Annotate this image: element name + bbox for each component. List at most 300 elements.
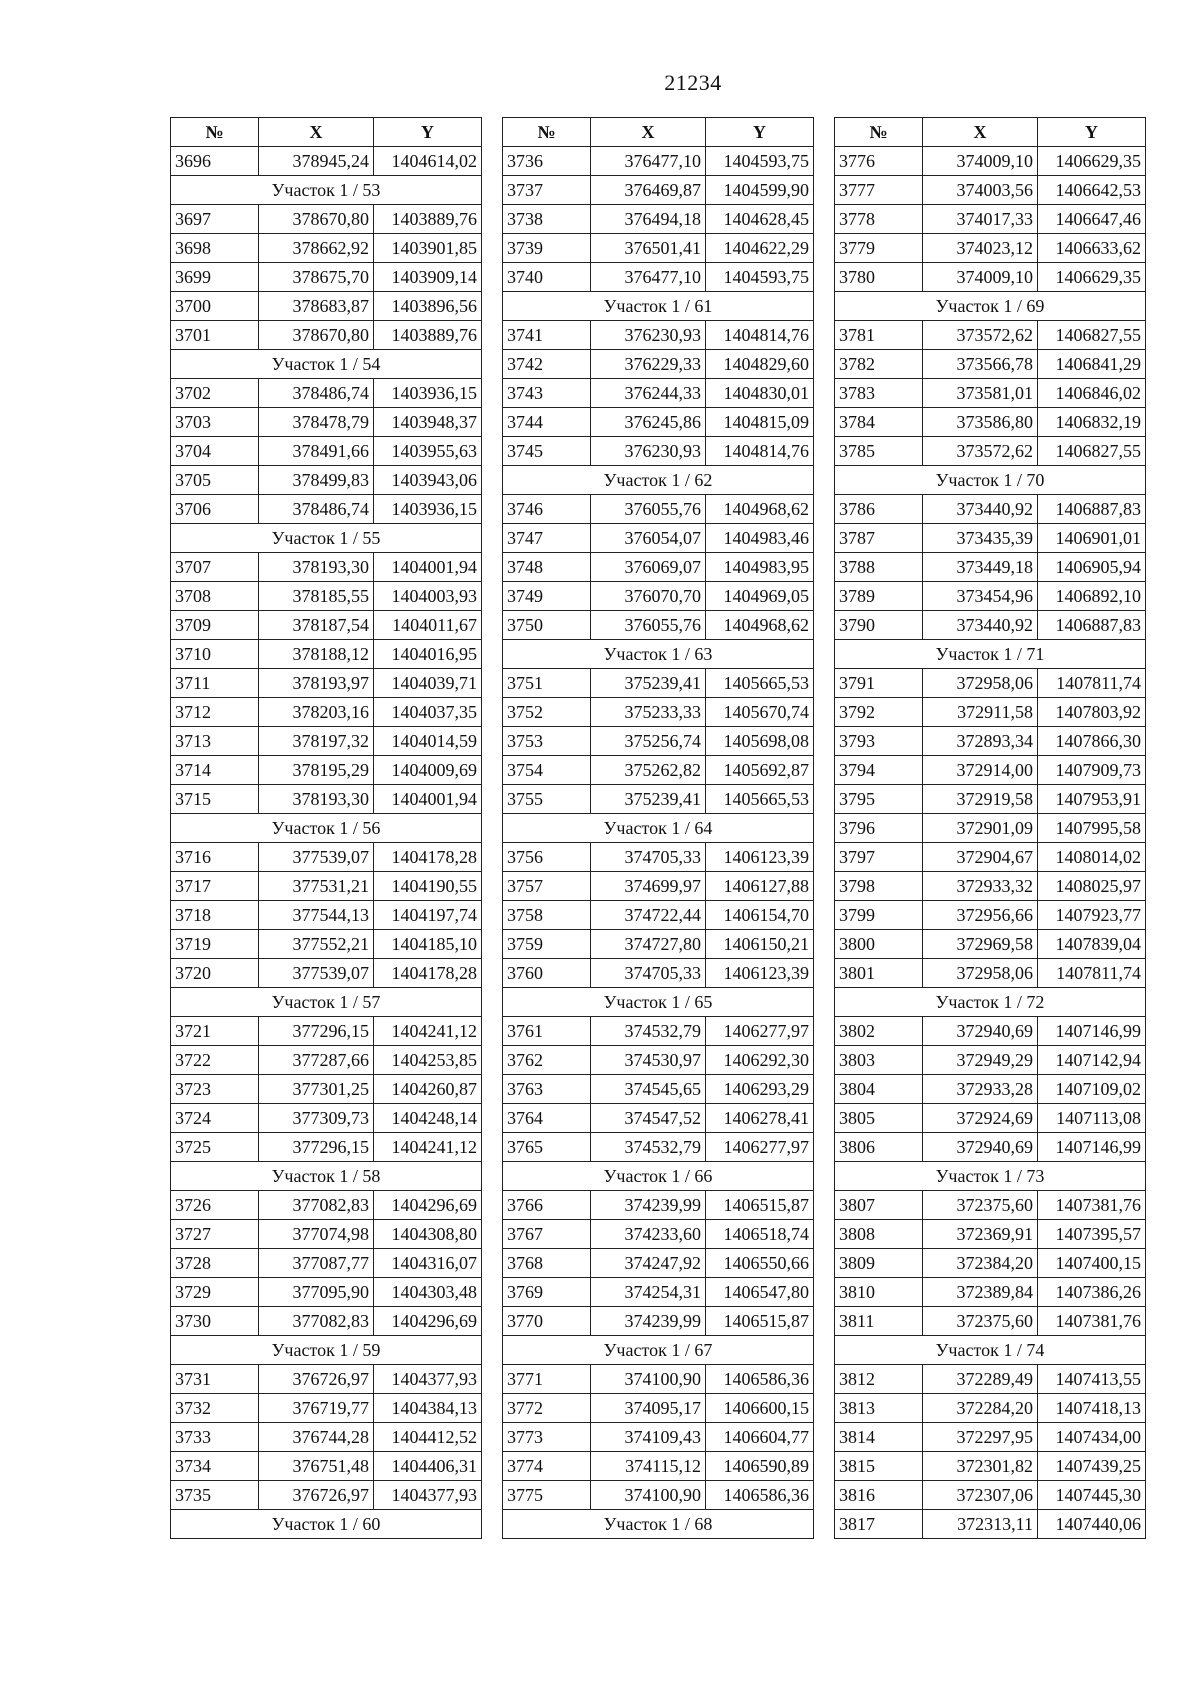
- section-header-row: [835, 1162, 1146, 1191]
- y-coordinate: 1406123,39: [706, 843, 814, 872]
- point-number: 3730: [171, 1307, 259, 1336]
- y-coordinate: 1406292,30: [706, 1046, 814, 1075]
- point-number: 3747: [503, 524, 591, 553]
- x-coordinate: 374023,12: [923, 234, 1038, 263]
- table-row: [503, 901, 814, 930]
- table-row: [835, 437, 1146, 466]
- y-coordinate: 1404829,60: [706, 350, 814, 379]
- table-row: [835, 814, 1146, 843]
- x-coordinate: 378499,83: [259, 466, 374, 495]
- point-number: 3764: [503, 1104, 591, 1133]
- y-coordinate: 1404178,28: [374, 843, 482, 872]
- header-y: Y: [1038, 118, 1146, 147]
- x-coordinate: 374545,65: [591, 1075, 706, 1104]
- y-coordinate: 1404011,67: [374, 611, 482, 640]
- y-coordinate: 1407439,25: [1038, 1452, 1146, 1481]
- x-coordinate: 373566,78: [923, 350, 1038, 379]
- table-row: [171, 698, 482, 727]
- point-number: 3768: [503, 1249, 591, 1278]
- point-number: 3774: [503, 1452, 591, 1481]
- y-coordinate: 1406604,77: [706, 1423, 814, 1452]
- y-coordinate: 1406901,01: [1038, 524, 1146, 553]
- table-row: [171, 756, 482, 785]
- y-coordinate: 1406586,36: [706, 1365, 814, 1394]
- y-coordinate: 1404969,05: [706, 582, 814, 611]
- point-number: 3782: [835, 350, 923, 379]
- table-row: [171, 1249, 482, 1278]
- point-number: 3722: [171, 1046, 259, 1075]
- y-coordinate: 1407381,76: [1038, 1191, 1146, 1220]
- table-row: [503, 205, 814, 234]
- x-coordinate: 378188,12: [259, 640, 374, 669]
- x-coordinate: 374705,33: [591, 843, 706, 872]
- section-title: Участок 1 / 64: [503, 814, 814, 843]
- x-coordinate: 372933,28: [923, 1075, 1038, 1104]
- table-row: [503, 872, 814, 901]
- x-coordinate: 378187,54: [259, 611, 374, 640]
- y-coordinate: 1406127,88: [706, 872, 814, 901]
- x-coordinate: 372384,20: [923, 1249, 1038, 1278]
- table-row: [503, 321, 814, 350]
- x-coordinate: 376494,18: [591, 205, 706, 234]
- x-coordinate: 374017,33: [923, 205, 1038, 234]
- table-row: [835, 524, 1146, 553]
- section-header-row: [171, 350, 482, 379]
- point-number: 3781: [835, 321, 923, 350]
- point-number: 3699: [171, 263, 259, 292]
- table-row: [171, 292, 482, 321]
- y-coordinate: 1404830,01: [706, 379, 814, 408]
- section-title: Участок 1 / 65: [503, 988, 814, 1017]
- y-coordinate: 1404593,75: [706, 147, 814, 176]
- section-header-row: [171, 524, 482, 553]
- table-row: [503, 1423, 814, 1452]
- table-row: [171, 843, 482, 872]
- y-coordinate: 1404016,95: [374, 640, 482, 669]
- point-number: 3784: [835, 408, 923, 437]
- point-number: 3810: [835, 1278, 923, 1307]
- y-coordinate: 1407418,13: [1038, 1394, 1146, 1423]
- table-row: [171, 379, 482, 408]
- section-title: Участок 1 / 57: [171, 988, 482, 1017]
- x-coordinate: 374532,79: [591, 1133, 706, 1162]
- x-coordinate: 375256,74: [591, 727, 706, 756]
- table-row: [171, 553, 482, 582]
- point-number: 3813: [835, 1394, 923, 1423]
- y-coordinate: 1408025,97: [1038, 872, 1146, 901]
- table-row: [835, 1394, 1146, 1423]
- point-number: 3800: [835, 930, 923, 959]
- y-coordinate: 1404248,14: [374, 1104, 482, 1133]
- x-coordinate: 377095,90: [259, 1278, 374, 1307]
- y-coordinate: 1406293,29: [706, 1075, 814, 1104]
- x-coordinate: 372369,91: [923, 1220, 1038, 1249]
- point-number: 3743: [503, 379, 591, 408]
- point-number: 3785: [835, 437, 923, 466]
- x-coordinate: 372375,60: [923, 1307, 1038, 1336]
- x-coordinate: 372904,67: [923, 843, 1038, 872]
- table-row: [503, 611, 814, 640]
- x-coordinate: 376055,76: [591, 611, 706, 640]
- x-coordinate: 377087,77: [259, 1249, 374, 1278]
- table-row: [503, 176, 814, 205]
- x-coordinate: 378491,66: [259, 437, 374, 466]
- y-coordinate: 1404815,09: [706, 408, 814, 437]
- y-coordinate: 1403943,06: [374, 466, 482, 495]
- x-coordinate: 374239,99: [591, 1307, 706, 1336]
- header-y: Y: [374, 118, 482, 147]
- point-number: 3766: [503, 1191, 591, 1220]
- point-number: 3751: [503, 669, 591, 698]
- x-coordinate: 372297,95: [923, 1423, 1038, 1452]
- point-number: 3803: [835, 1046, 923, 1075]
- x-coordinate: 373581,01: [923, 379, 1038, 408]
- table-row: [835, 1249, 1146, 1278]
- table-row: [171, 1452, 482, 1481]
- y-coordinate: 1406832,19: [1038, 408, 1146, 437]
- x-coordinate: 374003,56: [923, 176, 1038, 205]
- y-coordinate: 1406518,74: [706, 1220, 814, 1249]
- table-row: [503, 1075, 814, 1104]
- y-coordinate: 1406905,94: [1038, 553, 1146, 582]
- y-coordinate: 1407953,91: [1038, 785, 1146, 814]
- section-header-row: [171, 988, 482, 1017]
- y-coordinate: 1404377,93: [374, 1365, 482, 1394]
- y-coordinate: 1404614,02: [374, 147, 482, 176]
- point-number: 3733: [171, 1423, 259, 1452]
- x-coordinate: 372924,69: [923, 1104, 1038, 1133]
- y-coordinate: 1404014,59: [374, 727, 482, 756]
- y-coordinate: 1404814,76: [706, 437, 814, 466]
- x-coordinate: 378486,74: [259, 379, 374, 408]
- y-coordinate: 1407923,77: [1038, 901, 1146, 930]
- table-row: [835, 1191, 1146, 1220]
- table-row: [503, 727, 814, 756]
- x-coordinate: 378193,97: [259, 669, 374, 698]
- y-coordinate: 1404190,55: [374, 872, 482, 901]
- point-number: 3788: [835, 553, 923, 582]
- y-coordinate: 1403901,85: [374, 234, 482, 263]
- x-coordinate: 377301,25: [259, 1075, 374, 1104]
- x-coordinate: 373440,92: [923, 611, 1038, 640]
- point-number: 3739: [503, 234, 591, 263]
- point-number: 3736: [503, 147, 591, 176]
- point-number: 3805: [835, 1104, 923, 1133]
- x-coordinate: 374727,80: [591, 930, 706, 959]
- table-row: [835, 321, 1146, 350]
- table-row: [503, 1365, 814, 1394]
- point-number: 3814: [835, 1423, 923, 1452]
- y-coordinate: 1407909,73: [1038, 756, 1146, 785]
- table-row: [171, 901, 482, 930]
- table-row: [503, 930, 814, 959]
- x-coordinate: 378185,55: [259, 582, 374, 611]
- section-title: Участок 1 / 63: [503, 640, 814, 669]
- section-header-row: [503, 1510, 814, 1539]
- point-number: 3721: [171, 1017, 259, 1046]
- table-row: [503, 1249, 814, 1278]
- table-row: [171, 205, 482, 234]
- x-coordinate: 373440,92: [923, 495, 1038, 524]
- x-coordinate: 374722,44: [591, 901, 706, 930]
- coordinates-table-right: [834, 117, 1146, 1539]
- table-row: [503, 408, 814, 437]
- table-row: [503, 553, 814, 582]
- point-number: 3758: [503, 901, 591, 930]
- table-row: [503, 524, 814, 553]
- y-coordinate: 1404599,90: [706, 176, 814, 205]
- x-coordinate: 377082,83: [259, 1307, 374, 1336]
- table-row: [171, 1394, 482, 1423]
- y-coordinate: 1407146,99: [1038, 1017, 1146, 1046]
- x-coordinate: 372307,06: [923, 1481, 1038, 1510]
- header-number: №: [171, 118, 259, 147]
- table-row: [835, 350, 1146, 379]
- point-number: 3771: [503, 1365, 591, 1394]
- section-header-row: [503, 466, 814, 495]
- table-row: [171, 234, 482, 263]
- point-number: 3765: [503, 1133, 591, 1162]
- point-number: 3711: [171, 669, 259, 698]
- table-row: [171, 1307, 482, 1336]
- point-number: 3804: [835, 1075, 923, 1104]
- y-coordinate: 1406887,83: [1038, 611, 1146, 640]
- table-row: [503, 843, 814, 872]
- point-number: 3809: [835, 1249, 923, 1278]
- x-coordinate: 374247,92: [591, 1249, 706, 1278]
- x-coordinate: 372313,11: [923, 1510, 1038, 1539]
- table-row: [835, 698, 1146, 727]
- point-number: 3697: [171, 205, 259, 234]
- table-row: [171, 1278, 482, 1307]
- point-number: 3783: [835, 379, 923, 408]
- table-row: [171, 1017, 482, 1046]
- x-coordinate: 374239,99: [591, 1191, 706, 1220]
- section-header-row: [503, 988, 814, 1017]
- section-title: Участок 1 / 54: [171, 350, 482, 379]
- y-coordinate: 1407400,15: [1038, 1249, 1146, 1278]
- table-row: [503, 756, 814, 785]
- point-number: 3812: [835, 1365, 923, 1394]
- y-coordinate: 1404001,94: [374, 553, 482, 582]
- y-coordinate: 1406550,66: [706, 1249, 814, 1278]
- x-coordinate: 377287,66: [259, 1046, 374, 1075]
- y-coordinate: 1404241,12: [374, 1017, 482, 1046]
- y-coordinate: 1406887,83: [1038, 495, 1146, 524]
- table-row: [171, 872, 482, 901]
- header-y: Y: [706, 118, 814, 147]
- table-row: [835, 872, 1146, 901]
- y-coordinate: 1406841,29: [1038, 350, 1146, 379]
- point-number: 3752: [503, 698, 591, 727]
- point-number: 3792: [835, 698, 923, 727]
- x-coordinate: 375262,82: [591, 756, 706, 785]
- table-row: [835, 147, 1146, 176]
- y-coordinate: 1407440,06: [1038, 1510, 1146, 1539]
- header-x: X: [259, 118, 374, 147]
- y-coordinate: 1404001,94: [374, 785, 482, 814]
- section-header-row: [171, 1510, 482, 1539]
- y-coordinate: 1404253,85: [374, 1046, 482, 1075]
- y-coordinate: 1405665,53: [706, 785, 814, 814]
- header-number: №: [835, 118, 923, 147]
- point-number: 3802: [835, 1017, 923, 1046]
- point-number: 3777: [835, 176, 923, 205]
- table-row: [171, 1481, 482, 1510]
- table-row: [503, 1017, 814, 1046]
- table-row: [503, 147, 814, 176]
- table-row: [171, 321, 482, 350]
- table-row: [835, 1423, 1146, 1452]
- y-coordinate: 1406515,87: [706, 1191, 814, 1220]
- x-coordinate: 376245,86: [591, 408, 706, 437]
- y-coordinate: 1404039,71: [374, 669, 482, 698]
- y-coordinate: 1404628,45: [706, 205, 814, 234]
- y-coordinate: 1404406,31: [374, 1452, 482, 1481]
- y-coordinate: 1407386,26: [1038, 1278, 1146, 1307]
- y-coordinate: 1407146,99: [1038, 1133, 1146, 1162]
- x-coordinate: 376070,70: [591, 582, 706, 611]
- point-number: 3715: [171, 785, 259, 814]
- table-row: [835, 1133, 1146, 1162]
- section-header-row: [503, 1162, 814, 1191]
- x-coordinate: 372389,84: [923, 1278, 1038, 1307]
- y-coordinate: 1406277,97: [706, 1017, 814, 1046]
- table-body: [835, 147, 1146, 1539]
- x-coordinate: 372958,06: [923, 669, 1038, 698]
- page-number: 21234: [664, 70, 722, 95]
- table-row: [835, 234, 1146, 263]
- y-coordinate: 1403948,37: [374, 408, 482, 437]
- x-coordinate: 374547,52: [591, 1104, 706, 1133]
- x-coordinate: 376069,07: [591, 553, 706, 582]
- y-coordinate: 1404968,62: [706, 611, 814, 640]
- point-number: 3756: [503, 843, 591, 872]
- x-coordinate: 376244,33: [591, 379, 706, 408]
- section-header-row: [503, 640, 814, 669]
- point-number: 3773: [503, 1423, 591, 1452]
- point-number: 3753: [503, 727, 591, 756]
- table-row: [835, 901, 1146, 930]
- y-coordinate: 1404003,93: [374, 582, 482, 611]
- point-number: 3745: [503, 437, 591, 466]
- x-coordinate: 376744,28: [259, 1423, 374, 1452]
- x-coordinate: 372289,49: [923, 1365, 1038, 1394]
- section-header-row: [503, 814, 814, 843]
- x-coordinate: 378193,30: [259, 553, 374, 582]
- table-row: [835, 1452, 1146, 1481]
- table-row: [171, 640, 482, 669]
- x-coordinate: 378683,87: [259, 292, 374, 321]
- y-coordinate: 1406827,55: [1038, 437, 1146, 466]
- table-header-row: [171, 118, 482, 147]
- y-coordinate: 1407113,08: [1038, 1104, 1146, 1133]
- y-coordinate: 1406629,35: [1038, 263, 1146, 292]
- table-row: [171, 1423, 482, 1452]
- x-coordinate: 372958,06: [923, 959, 1038, 988]
- point-number: 3716: [171, 843, 259, 872]
- x-coordinate: 374530,97: [591, 1046, 706, 1075]
- table-row: [835, 669, 1146, 698]
- table-row: [503, 1481, 814, 1510]
- point-number: 3767: [503, 1220, 591, 1249]
- table-row: [835, 379, 1146, 408]
- point-number: 3760: [503, 959, 591, 988]
- table-row: [171, 147, 482, 176]
- section-title: Участок 1 / 58: [171, 1162, 482, 1191]
- section-title: Участок 1 / 73: [835, 1162, 1146, 1191]
- x-coordinate: 375239,41: [591, 669, 706, 698]
- section-header-row: [835, 292, 1146, 321]
- y-coordinate: 1404185,10: [374, 930, 482, 959]
- table-row: [835, 408, 1146, 437]
- section-header-row: [835, 988, 1146, 1017]
- x-coordinate: 376477,10: [591, 263, 706, 292]
- y-coordinate: 1404593,75: [706, 263, 814, 292]
- y-coordinate: 1404384,13: [374, 1394, 482, 1423]
- y-coordinate: 1405698,08: [706, 727, 814, 756]
- table-row: [835, 176, 1146, 205]
- point-number: 3769: [503, 1278, 591, 1307]
- y-coordinate: 1406642,53: [1038, 176, 1146, 205]
- table-row: [171, 1220, 482, 1249]
- point-number: 3780: [835, 263, 923, 292]
- table-row: [171, 263, 482, 292]
- x-coordinate: 376054,07: [591, 524, 706, 553]
- point-number: 3741: [503, 321, 591, 350]
- point-number: 3737: [503, 176, 591, 205]
- x-coordinate: 372901,09: [923, 814, 1038, 843]
- table-row: [835, 553, 1146, 582]
- point-number: 3807: [835, 1191, 923, 1220]
- point-number: 3698: [171, 234, 259, 263]
- table-row: [171, 582, 482, 611]
- section-title: Участок 1 / 69: [835, 292, 1146, 321]
- y-coordinate: 1403896,56: [374, 292, 482, 321]
- y-coordinate: 1408014,02: [1038, 843, 1146, 872]
- point-number: 3759: [503, 930, 591, 959]
- x-coordinate: 373572,62: [923, 437, 1038, 466]
- point-number: 3704: [171, 437, 259, 466]
- point-number: 3776: [835, 147, 923, 176]
- x-coordinate: 375239,41: [591, 785, 706, 814]
- point-number: 3729: [171, 1278, 259, 1307]
- x-coordinate: 377531,21: [259, 872, 374, 901]
- y-coordinate: 1406154,70: [706, 901, 814, 930]
- table-row: [835, 959, 1146, 988]
- y-coordinate: 1407413,55: [1038, 1365, 1146, 1394]
- y-coordinate: 1407109,02: [1038, 1075, 1146, 1104]
- y-coordinate: 1406846,02: [1038, 379, 1146, 408]
- table-row: [503, 1452, 814, 1481]
- point-number: 3709: [171, 611, 259, 640]
- x-coordinate: 374115,12: [591, 1452, 706, 1481]
- point-number: 3772: [503, 1394, 591, 1423]
- section-header-row: [171, 1336, 482, 1365]
- section-title: Участок 1 / 60: [171, 1510, 482, 1539]
- point-number: 3815: [835, 1452, 923, 1481]
- x-coordinate: 374233,60: [591, 1220, 706, 1249]
- point-number: 3763: [503, 1075, 591, 1104]
- point-number: 3798: [835, 872, 923, 901]
- point-number: 3770: [503, 1307, 591, 1336]
- y-coordinate: 1407839,04: [1038, 930, 1146, 959]
- point-number: 3732: [171, 1394, 259, 1423]
- y-coordinate: 1407995,58: [1038, 814, 1146, 843]
- y-coordinate: 1404412,52: [374, 1423, 482, 1452]
- y-coordinate: 1406586,36: [706, 1481, 814, 1510]
- section-header-row: [171, 1162, 482, 1191]
